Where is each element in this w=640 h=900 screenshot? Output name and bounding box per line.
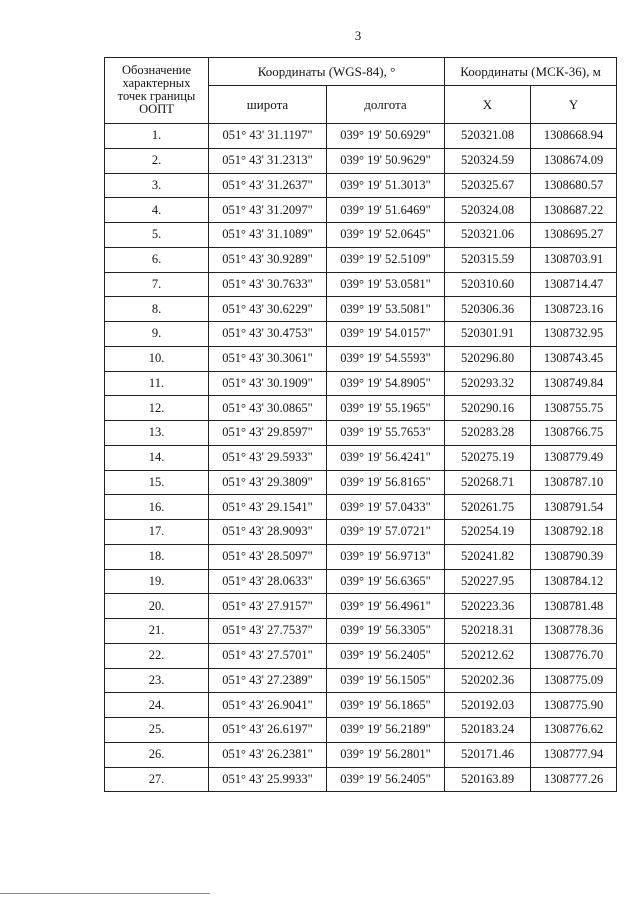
- longitude-cell: 039° 19' 54.5593": [327, 346, 445, 371]
- y-cell: 1308680.57: [531, 173, 617, 198]
- x-cell: 520325.67: [445, 173, 531, 198]
- latitude-cell: 051° 43' 26.6197": [209, 718, 327, 743]
- latitude-cell: 051° 43' 28.0633": [209, 569, 327, 594]
- table-row: [105, 619, 617, 644]
- table-row: [105, 569, 617, 594]
- y-cell: 1308703.91: [531, 247, 617, 272]
- latitude-cell: 051° 43' 29.3809": [209, 470, 327, 495]
- msk-group-header: Координаты (МСК-36), м: [445, 58, 617, 86]
- header-row-groups: [105, 58, 617, 86]
- table-row: [105, 297, 617, 322]
- longitude-cell: 039° 19' 56.2189": [327, 718, 445, 743]
- longitude-cell: 039° 19' 57.0433": [327, 495, 445, 520]
- table-row: [105, 594, 617, 619]
- row-number-cell: 25.: [105, 718, 209, 743]
- latitude-cell: 051° 43' 30.7633": [209, 272, 327, 297]
- y-cell: 1308775.09: [531, 668, 617, 693]
- y-cell: 1308778.36: [531, 619, 617, 644]
- y-cell: 1308775.90: [531, 693, 617, 718]
- latitude-cell: 051° 43' 26.9041": [209, 693, 327, 718]
- x-cell: 520324.08: [445, 198, 531, 223]
- y-cell: 1308743.45: [531, 346, 617, 371]
- longitude-cell: 039° 19' 52.0645": [327, 223, 445, 248]
- y-cell: 1308749.84: [531, 371, 617, 396]
- x-cell: 520290.16: [445, 396, 531, 421]
- longitude-cell: 039° 19' 56.1865": [327, 693, 445, 718]
- latitude-cell: 051° 43' 30.3061": [209, 346, 327, 371]
- x-cell: 520261.75: [445, 495, 531, 520]
- x-cell: 520192.03: [445, 693, 531, 718]
- y-cell: 1308766.75: [531, 421, 617, 446]
- x-header: X: [445, 86, 531, 124]
- table-row: [105, 742, 617, 767]
- row-number-cell: 19.: [105, 569, 209, 594]
- latitude-cell: 051° 43' 31.2097": [209, 198, 327, 223]
- x-cell: 520315.59: [445, 247, 531, 272]
- x-cell: 520301.91: [445, 322, 531, 347]
- longitude-cell: 039° 19' 54.8905": [327, 371, 445, 396]
- designation-header-label: Обозначение характерных точек границы ООПТ: [117, 63, 196, 116]
- latitude-cell: 051° 43' 29.1541": [209, 495, 327, 520]
- x-cell: 520306.36: [445, 297, 531, 322]
- longitude-cell: 039° 19' 56.2801": [327, 742, 445, 767]
- table-row: [105, 371, 617, 396]
- row-number-cell: 10.: [105, 346, 209, 371]
- x-cell: 520296.80: [445, 346, 531, 371]
- table-row: [105, 544, 617, 569]
- table-row: [105, 718, 617, 743]
- designation-header: [105, 58, 209, 124]
- longitude-cell: 039° 19' 51.3013": [327, 173, 445, 198]
- x-cell: 520241.82: [445, 544, 531, 569]
- longitude-cell: 039° 19' 53.5081": [327, 297, 445, 322]
- longitude-cell: 039° 19' 56.4241": [327, 445, 445, 470]
- latitude-cell: 051° 43' 29.8597": [209, 421, 327, 446]
- y-cell: 1308668.94: [531, 124, 617, 149]
- latitude-cell: 051° 43' 31.2637": [209, 173, 327, 198]
- x-cell: 520202.36: [445, 668, 531, 693]
- y-cell: 1308781.48: [531, 594, 617, 619]
- table-row: [105, 322, 617, 347]
- latitude-cell: 051° 43' 30.4753": [209, 322, 327, 347]
- latitude-cell: 051° 43' 28.9093": [209, 520, 327, 545]
- longitude-cell: 039° 19' 51.6469": [327, 198, 445, 223]
- x-cell: 520183.24: [445, 718, 531, 743]
- latitude-cell: 051° 43' 26.2381": [209, 742, 327, 767]
- table-row: [105, 396, 617, 421]
- y-cell: 1308779.49: [531, 445, 617, 470]
- latitude-cell: 051° 43' 31.1089": [209, 223, 327, 248]
- y-cell: 1308787.10: [531, 470, 617, 495]
- row-number-cell: 8.: [105, 297, 209, 322]
- longitude-cell: 039° 19' 56.4961": [327, 594, 445, 619]
- x-cell: 520293.32: [445, 371, 531, 396]
- x-cell: 520268.71: [445, 470, 531, 495]
- row-number-cell: 13.: [105, 421, 209, 446]
- row-number-cell: 6.: [105, 247, 209, 272]
- row-number-cell: 4.: [105, 198, 209, 223]
- y-cell: 1308723.16: [531, 297, 617, 322]
- table-row: [105, 198, 617, 223]
- table-header: [105, 58, 617, 124]
- row-number-cell: 16.: [105, 495, 209, 520]
- row-number-cell: 23.: [105, 668, 209, 693]
- longitude-cell: 039° 19' 56.1505": [327, 668, 445, 693]
- y-cell: 1308695.27: [531, 223, 617, 248]
- latitude-cell: 051° 43' 25.9933": [209, 767, 327, 792]
- x-cell: 520223.36: [445, 594, 531, 619]
- table-row: [105, 495, 617, 520]
- longitude-cell: 039° 19' 57.0721": [327, 520, 445, 545]
- row-number-cell: 12.: [105, 396, 209, 421]
- wgs-group-header: Координаты (WGS-84), °: [209, 58, 445, 86]
- table-row: [105, 223, 617, 248]
- longitude-cell: 039° 19' 56.3305": [327, 619, 445, 644]
- table-row: [105, 643, 617, 668]
- latitude-cell: 051° 43' 29.5933": [209, 445, 327, 470]
- row-number-cell: 21.: [105, 619, 209, 644]
- latitude-header: широта: [209, 86, 327, 124]
- row-number-cell: 5.: [105, 223, 209, 248]
- y-header: Y: [531, 86, 617, 124]
- latitude-cell: 051° 43' 27.7537": [209, 619, 327, 644]
- row-number-cell: 27.: [105, 767, 209, 792]
- longitude-cell: 039° 19' 50.9629": [327, 148, 445, 173]
- longitude-header: долгота: [327, 86, 445, 124]
- longitude-cell: 039° 19' 56.2405": [327, 767, 445, 792]
- y-cell: 1308777.26: [531, 767, 617, 792]
- row-number-cell: 7.: [105, 272, 209, 297]
- x-cell: 520283.28: [445, 421, 531, 446]
- longitude-cell: 039° 19' 56.9713": [327, 544, 445, 569]
- row-number-cell: 1.: [105, 124, 209, 149]
- longitude-cell: 039° 19' 54.0157": [327, 322, 445, 347]
- row-number-cell: 11.: [105, 371, 209, 396]
- y-cell: 1308777.94: [531, 742, 617, 767]
- y-cell: 1308790.39: [531, 544, 617, 569]
- y-cell: 1308784.12: [531, 569, 617, 594]
- latitude-cell: 051° 43' 30.9289": [209, 247, 327, 272]
- x-cell: 520321.06: [445, 223, 531, 248]
- table-row: [105, 668, 617, 693]
- row-number-cell: 15.: [105, 470, 209, 495]
- table-row: [105, 470, 617, 495]
- x-cell: 520275.19: [445, 445, 531, 470]
- longitude-cell: 039° 19' 50.6929": [327, 124, 445, 149]
- y-cell: 1308714.47: [531, 272, 617, 297]
- coordinates-table: [104, 57, 617, 792]
- x-cell: 520218.31: [445, 619, 531, 644]
- y-cell: 1308791.54: [531, 495, 617, 520]
- table-body: [105, 124, 617, 792]
- y-cell: 1308755.75: [531, 396, 617, 421]
- latitude-cell: 051° 43' 27.5701": [209, 643, 327, 668]
- row-number-cell: 14.: [105, 445, 209, 470]
- table-row: [105, 124, 617, 149]
- table-row: [105, 173, 617, 198]
- x-cell: 520254.19: [445, 520, 531, 545]
- row-number-cell: 20.: [105, 594, 209, 619]
- table-row: [105, 767, 617, 792]
- x-cell: 520163.89: [445, 767, 531, 792]
- longitude-cell: 039° 19' 52.5109": [327, 247, 445, 272]
- table-row: [105, 272, 617, 297]
- page-number: 3: [354, 28, 362, 43]
- table-row: [105, 693, 617, 718]
- y-cell: 1308687.22: [531, 198, 617, 223]
- row-number-cell: 26.: [105, 742, 209, 767]
- longitude-cell: 039° 19' 55.1965": [327, 396, 445, 421]
- row-number-cell: 24.: [105, 693, 209, 718]
- longitude-cell: 039° 19' 55.7653": [327, 421, 445, 446]
- footer-rule: [0, 893, 210, 894]
- y-cell: 1308792.18: [531, 520, 617, 545]
- row-number-cell: 18.: [105, 544, 209, 569]
- latitude-cell: 051° 43' 31.2313": [209, 148, 327, 173]
- longitude-cell: 039° 19' 56.2405": [327, 643, 445, 668]
- y-cell: 1308776.62: [531, 718, 617, 743]
- table-row: [105, 247, 617, 272]
- longitude-cell: 039° 19' 53.0581": [327, 272, 445, 297]
- latitude-cell: 051° 43' 28.5097": [209, 544, 327, 569]
- latitude-cell: 051° 43' 30.1909": [209, 371, 327, 396]
- row-number-cell: 9.: [105, 322, 209, 347]
- x-cell: 520212.62: [445, 643, 531, 668]
- row-number-cell: 2.: [105, 148, 209, 173]
- table-row: [105, 520, 617, 545]
- x-cell: 520310.60: [445, 272, 531, 297]
- x-cell: 520321.08: [445, 124, 531, 149]
- table-row: [105, 445, 617, 470]
- table-row: [105, 148, 617, 173]
- row-number-cell: 3.: [105, 173, 209, 198]
- y-cell: 1308732.95: [531, 322, 617, 347]
- row-number-cell: 17.: [105, 520, 209, 545]
- y-cell: 1308674.09: [531, 148, 617, 173]
- y-cell: 1308776.70: [531, 643, 617, 668]
- longitude-cell: 039° 19' 56.6365": [327, 569, 445, 594]
- longitude-cell: 039° 19' 56.8165": [327, 470, 445, 495]
- x-cell: 520227.95: [445, 569, 531, 594]
- latitude-cell: 051° 43' 27.9157": [209, 594, 327, 619]
- row-number-cell: 22.: [105, 643, 209, 668]
- table-row: [105, 421, 617, 446]
- table-row: [105, 346, 617, 371]
- x-cell: 520171.46: [445, 742, 531, 767]
- latitude-cell: 051° 43' 31.1197": [209, 124, 327, 149]
- latitude-cell: 051° 43' 27.2389": [209, 668, 327, 693]
- x-cell: 520324.59: [445, 148, 531, 173]
- latitude-cell: 051° 43' 30.0865": [209, 396, 327, 421]
- latitude-cell: 051° 43' 30.6229": [209, 297, 327, 322]
